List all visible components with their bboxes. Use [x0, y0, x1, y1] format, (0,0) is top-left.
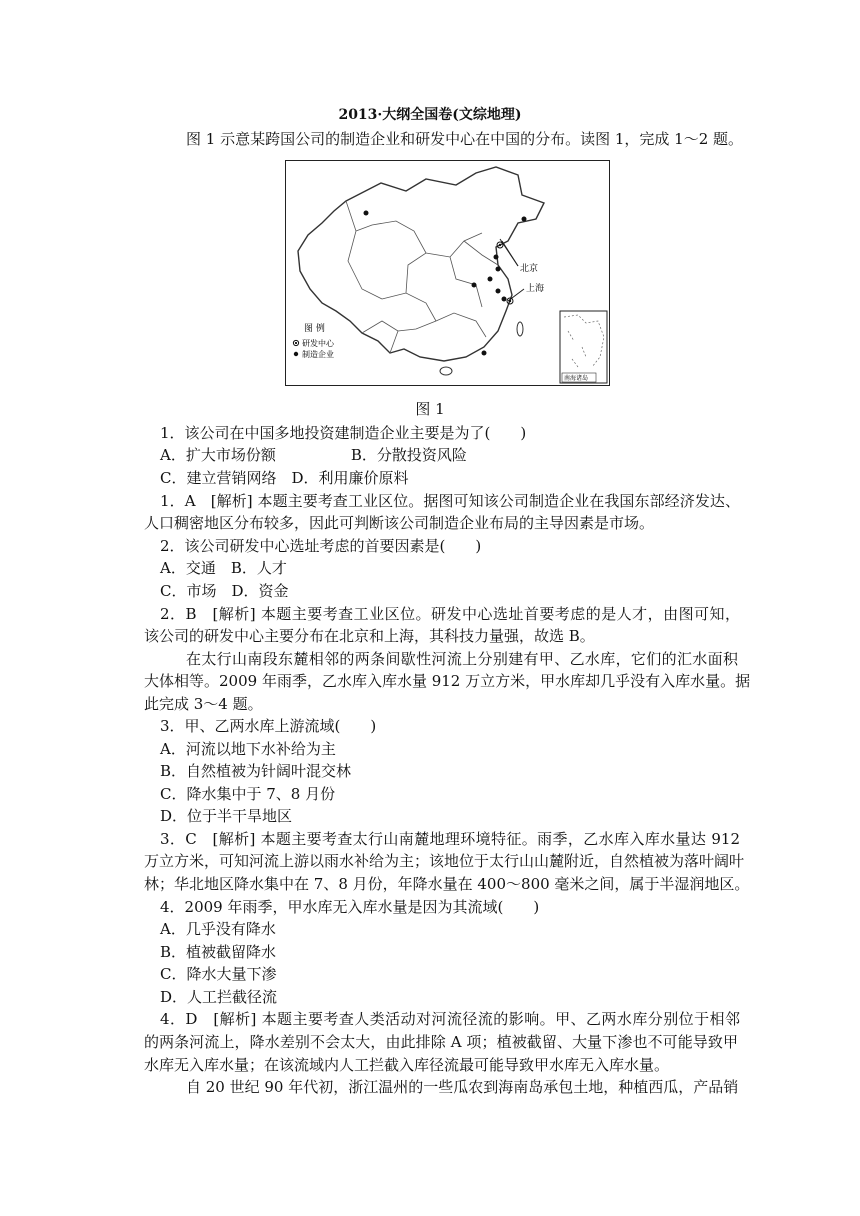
- option-line: B．自然植被为针阔叶混交林: [160, 762, 352, 780]
- passage-line: 在太行山南段东麓相邻的两条间歇性河流上分别建有甲、乙水库，它们的汇水面积: [186, 650, 738, 668]
- figure-caption: 图 1: [415, 400, 445, 418]
- option-line: A．交通 B．人才: [160, 559, 287, 577]
- china-map: [286, 161, 609, 385]
- question-line: 4．2009 年雨季，甲水库无入库水量是因为其流域( ): [160, 898, 540, 916]
- passage-line: 自 20 世纪 90 年代初，浙江温州的一些瓜农到海南岛承包土地，种植西瓜，产品销: [186, 1078, 739, 1096]
- label-shanghai: 上海: [526, 284, 545, 294]
- legend-title: 图 例: [304, 324, 325, 334]
- question-line: 3．甲、乙两水库上游流域( ): [160, 717, 377, 735]
- option-line: D．位于半干旱地区: [160, 807, 293, 825]
- option-line: A．扩大市场份额 B．分散投资风险: [160, 446, 467, 464]
- analysis-line: 该公司的研发中心主要分布在北京和上海，其科技力量强，故选 B。: [144, 627, 595, 645]
- option-line: C．降水集中于 7、8 月份: [160, 785, 336, 803]
- option-line: A．河流以地下水补给为主: [160, 740, 336, 758]
- option-line: D．人工拦截径流: [160, 988, 278, 1006]
- analysis-line: 万立方米，可知河流上游以雨水补给为主；该地位于太行山山麓附近，自然植被为落叶阔叶: [144, 852, 745, 870]
- analysis-line: 3．C [解析] 本题主要考查太行山南麓地理环境特征。雨季，乙水库入库水量达 912: [160, 830, 740, 848]
- analysis-line: 的两条河流上，降水差别不会太大，由此排除 A 项；植被截留、大量下渗也不可能导致甲: [144, 1033, 738, 1051]
- label-beijing: 北京: [520, 264, 539, 274]
- legend-mfg-label: 制造企业: [302, 350, 334, 359]
- analysis-line: 2．B [解析] 本题主要考查工业区位。研发中心选址首要考虑的是人才，由图可知，: [160, 605, 740, 623]
- analysis-line: 水库无入库水量；在该流域内人工拦截入库径流最可能导致甲水库无入库水量。: [144, 1056, 670, 1074]
- analysis-line: 1．A [解析] 本题主要考查工业区位。据图可知该公司制造企业在我国东部经济发达、: [160, 492, 740, 510]
- intro-paragraph: 图 1 示意某跨国公司的制造企业和研发中心在中国的分布。读图 1，完成 1～2 题。: [186, 130, 744, 148]
- option-line: A．几乎没有降水: [160, 920, 276, 938]
- option-line: C．市场 D．资金: [160, 582, 289, 600]
- analysis-line: 林；华北地区降水集中在 7、8 月份，年降水量在 400～800 毫米之间，属于半湿润地区。: [144, 875, 750, 893]
- document-title: 2013·大纲全国卷(文综地理): [338, 107, 522, 123]
- question-line: 1．该公司在中国多地投资建制造企业主要是为了( ): [160, 424, 527, 442]
- passage-line: 此完成 3～4 题。: [144, 695, 263, 713]
- south-china-sea-inset: [560, 311, 607, 383]
- inset-label: 南海诸岛: [564, 375, 589, 382]
- question-line: 2．该公司研发中心选址考虑的首要因素是( ): [160, 537, 482, 555]
- option-line: C．建立营销网络 D．利用廉价原料: [160, 469, 409, 487]
- analysis-line: 4．D [解析] 本题主要考查人类活动对河流径流的影响。甲、乙两水库分别位于相邻: [160, 1010, 740, 1028]
- legend-rd-label: 研发中心: [302, 339, 334, 348]
- china-map-figure: [285, 160, 610, 386]
- legend-mfg-symbol: [294, 352, 298, 356]
- analysis-line: 人口稠密地区分布较多，因此可判断该公司制造企业布局的主导因素是市场。: [144, 514, 655, 532]
- option-line: B．植被截留降水: [160, 943, 277, 961]
- passage-line: 大体相等。2009 年雨季，乙水库入库水量 912 万立方米，甲水库却几乎没有入库水量。据: [144, 672, 751, 690]
- option-line: C．降水大量下渗: [160, 965, 277, 983]
